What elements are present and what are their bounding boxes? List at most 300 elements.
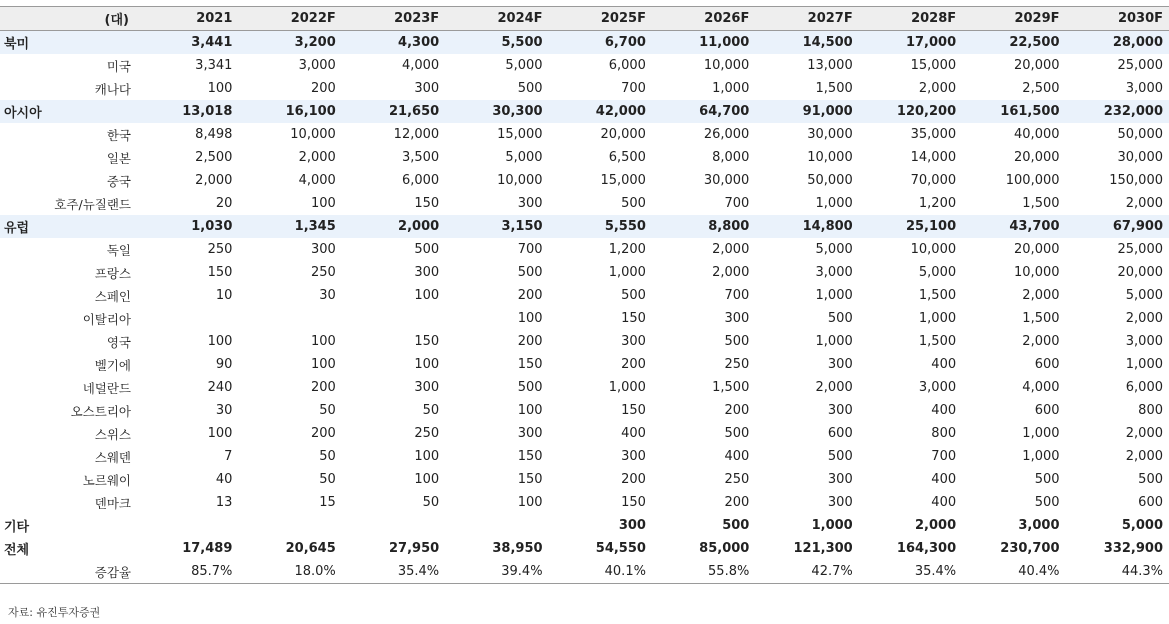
row-label: 아시아	[0, 100, 135, 123]
table-cell: 2,000	[195, 173, 233, 188]
table-cell: 100	[414, 472, 440, 487]
table-cell: 64,700	[652, 100, 755, 123]
table-cell: 2,000	[915, 518, 957, 533]
table-cell: 18.0%	[238, 560, 341, 584]
column-header: 2027F	[755, 7, 858, 31]
table-cell	[342, 307, 445, 330]
table-row	[0, 284, 1169, 307]
table-cell: 300	[414, 380, 440, 395]
table-cell: 500	[1034, 495, 1060, 510]
table-cell: 1,345	[238, 215, 341, 238]
table-cell: 300	[414, 81, 440, 96]
table-cell: 1,000	[1022, 426, 1060, 441]
table-cell	[135, 514, 238, 537]
row-label: 한국	[106, 127, 131, 143]
table-cell: 1,000	[815, 196, 853, 211]
table-cell: 100	[414, 357, 440, 372]
table-cell: 85.7%	[135, 560, 238, 584]
column-header: 2025F	[549, 7, 652, 31]
table-cell: 7	[224, 449, 233, 464]
table-row	[0, 445, 1169, 468]
table-cell: 2,000	[1022, 288, 1060, 303]
table-row	[0, 238, 1169, 261]
table-cell: 3,150	[445, 215, 548, 238]
table-cell: 21,650	[342, 100, 445, 123]
table-cell: 6,000	[401, 173, 440, 188]
table-cell: 100	[310, 196, 336, 211]
table-cell: 39.4%	[445, 560, 548, 584]
table-cell: 100	[517, 495, 543, 510]
table-cell: 1,000	[811, 518, 853, 533]
table-cell: 16,100	[238, 100, 341, 123]
table-cell: 50	[319, 472, 336, 487]
table-cell: 30	[215, 403, 233, 418]
table-cell: 27,950	[389, 541, 440, 556]
table-cell: 3,500	[401, 150, 440, 165]
table-cell: 30,300	[445, 100, 548, 123]
table-cell: 5,000	[505, 58, 543, 73]
row-label: 덴마크	[94, 495, 131, 511]
table-cell: 232,000	[1066, 100, 1169, 123]
table-cell: 150,000	[1109, 173, 1163, 188]
table-cell: 50,000	[1117, 127, 1163, 142]
table-cell: 2,500	[1022, 81, 1060, 96]
table-cell: 20,645	[285, 541, 336, 556]
table-cell: 150	[414, 334, 440, 349]
row-label: 영국	[106, 334, 131, 350]
table-cell: 43,700	[962, 215, 1065, 238]
table-cell: 100,000	[1005, 173, 1060, 188]
column-header: 2026F	[652, 7, 755, 31]
table-cell: 300	[827, 403, 853, 418]
table-cell: 1,500	[918, 288, 957, 303]
table-cell: 1,500	[1022, 311, 1060, 326]
table-cell: 1,000	[608, 380, 646, 395]
table-cell: 250	[724, 357, 750, 372]
table-cell: 3,000	[298, 58, 336, 73]
table-cell: 500	[414, 242, 440, 257]
table-cell: 40.1%	[549, 560, 652, 584]
table-cell: 400	[621, 426, 646, 441]
table-cell: 35.4%	[342, 560, 445, 584]
table-cell: 5,500	[445, 31, 548, 55]
table-cell: 2,000	[298, 150, 336, 165]
table-cell: 10,000	[807, 150, 853, 165]
unit-label: (대)	[0, 7, 135, 31]
table-cell: 1,000	[918, 311, 957, 326]
table-cell: 2,000	[1125, 426, 1163, 441]
table-cell: 100	[310, 334, 336, 349]
table-cell: 300	[310, 242, 336, 257]
table-cell: 2,000	[1125, 311, 1163, 326]
table-cell: 4,000	[298, 173, 336, 188]
table-cell: 2,500	[195, 150, 233, 165]
table-cell: 250	[724, 472, 750, 487]
table-cell: 200	[310, 426, 336, 441]
table-cell: 200	[517, 334, 543, 349]
table-cell: 500	[827, 449, 853, 464]
table-cell: 28,000	[1066, 31, 1169, 55]
table-cell: 230,700	[1000, 541, 1060, 556]
row-label: 스페인	[94, 288, 131, 304]
table-cell: 300	[517, 196, 543, 211]
table-cell: 1,000	[712, 81, 750, 96]
table-cell: 6,000	[608, 58, 646, 73]
table-cell: 85,000	[699, 541, 750, 556]
table-cell: 700	[724, 196, 750, 211]
table-cell: 17,000	[859, 31, 962, 55]
table-cell: 1,000	[1125, 357, 1163, 372]
table-cell: 6,700	[549, 31, 652, 55]
table-cell: 44.3%	[1066, 560, 1169, 584]
table-cell: 1,030	[135, 215, 238, 238]
table-cell: 600	[1034, 357, 1060, 372]
table-cell: 200	[517, 288, 543, 303]
table-cell: 150	[517, 449, 543, 464]
table-cell: 100	[414, 449, 440, 464]
row-label: 중국	[106, 173, 131, 189]
table-cell: 500	[621, 196, 646, 211]
table-row	[0, 123, 1169, 146]
table-cell: 14,000	[910, 150, 957, 165]
table-cell: 15,000	[600, 173, 646, 188]
table-cell: 10,000	[1014, 265, 1060, 280]
table-cell: 5,000	[1121, 518, 1163, 533]
table-cell: 35.4%	[859, 560, 962, 584]
table-cell: 150	[517, 472, 543, 487]
table-cell: 2,000	[815, 380, 853, 395]
table-cell: 200	[310, 81, 336, 96]
table-row	[0, 100, 1169, 123]
table-cell: 3,000	[1018, 518, 1060, 533]
table-cell	[238, 514, 341, 537]
table-cell: 2,000	[1022, 334, 1060, 349]
table-cell: 700	[724, 288, 750, 303]
table-cell: 100	[517, 311, 543, 326]
table-cell: 10	[215, 288, 233, 303]
table-row	[0, 491, 1169, 514]
table-cell: 200	[621, 472, 646, 487]
table-row	[0, 376, 1169, 399]
table-cell: 20	[215, 196, 233, 211]
table-cell: 5,000	[505, 150, 543, 165]
table-cell: 100	[517, 403, 543, 418]
table-cell: 300	[618, 518, 646, 533]
table-cell: 13	[215, 495, 233, 510]
table-cell: 25,000	[1117, 242, 1163, 257]
table-cell: 5,000	[1125, 288, 1163, 303]
table-cell: 600	[1034, 403, 1060, 418]
table-cell: 50	[422, 495, 440, 510]
table-row	[0, 560, 1169, 584]
table-cell: 1,500	[712, 380, 750, 395]
table-cell: 500	[517, 81, 543, 96]
table-cell: 30,000	[807, 127, 853, 142]
table-cell: 20,000	[1014, 242, 1060, 257]
table-cell: 3,200	[238, 31, 341, 55]
column-header: 2021	[135, 7, 238, 31]
row-label: 네덜란드	[82, 380, 131, 396]
table-cell: 200	[310, 380, 336, 395]
table-cell: 50	[319, 449, 336, 464]
table-cell	[238, 307, 341, 330]
row-label: 미국	[106, 58, 131, 74]
table-cell: 4,000	[1022, 380, 1060, 395]
table-cell: 161,500	[962, 100, 1065, 123]
table-cell: 200	[724, 495, 750, 510]
table-row	[0, 330, 1169, 353]
table-cell: 20,000	[600, 127, 646, 142]
table-cell: 5,550	[549, 215, 652, 238]
table-cell: 1,000	[608, 265, 646, 280]
table-cell: 600	[827, 426, 853, 441]
table-row	[0, 537, 1169, 560]
table-cell: 100	[310, 357, 336, 372]
table-cell: 500	[1138, 472, 1163, 487]
table-cell: 1,200	[918, 196, 957, 211]
table-row	[0, 422, 1169, 445]
table-cell: 70,000	[910, 173, 957, 188]
table-cell: 42,000	[549, 100, 652, 123]
table-row	[0, 353, 1169, 376]
table-cell: 100	[414, 288, 440, 303]
table-cell: 500	[517, 380, 543, 395]
table-row	[0, 54, 1169, 77]
table-cell: 55.8%	[652, 560, 755, 584]
table-cell: 150	[621, 403, 646, 418]
source-note: 자료: 유진투자증권	[8, 606, 101, 619]
table-cell: 26,000	[703, 127, 750, 142]
table-row	[0, 169, 1169, 192]
table-row	[0, 146, 1169, 169]
table-cell: 300	[621, 449, 646, 464]
table-cell: 3,000	[815, 265, 853, 280]
row-label: 이탈리아	[82, 311, 131, 327]
table-cell: 5,000	[815, 242, 853, 257]
table-row	[0, 399, 1169, 422]
table-cell: 300	[517, 426, 543, 441]
table-cell: 11,000	[652, 31, 755, 55]
table-cell: 1,500	[815, 81, 853, 96]
table-cell: 1,000	[1022, 449, 1060, 464]
table-cell: 90	[215, 357, 233, 372]
table-cell: 3,341	[195, 58, 233, 73]
table-cell: 17,489	[182, 541, 233, 556]
table-cell: 100	[207, 81, 233, 96]
table-cell: 14,800	[755, 215, 858, 238]
table-cell: 30	[319, 288, 336, 303]
table-body	[0, 31, 1169, 584]
table-row	[0, 31, 1169, 55]
table-cell: 6,000	[1125, 380, 1163, 395]
table-cell: 300	[621, 334, 646, 349]
table-cell: 30,000	[703, 173, 750, 188]
table-cell: 1,000	[815, 334, 853, 349]
table-cell: 67,900	[1066, 215, 1169, 238]
table-cell: 10,000	[910, 242, 957, 257]
table-cell: 2,000	[342, 215, 445, 238]
column-header: 2023F	[342, 7, 445, 31]
row-label: 기타	[4, 520, 30, 535]
table-cell: 500	[1034, 472, 1060, 487]
table-cell: 2,000	[918, 81, 957, 96]
table-cell: 700	[621, 81, 646, 96]
table-cell: 15,000	[910, 58, 957, 73]
table-row	[0, 215, 1169, 238]
table-cell: 500	[722, 518, 750, 533]
table-cell: 332,900	[1103, 541, 1163, 556]
table-row	[0, 468, 1169, 491]
table-cell: 800	[1138, 403, 1163, 418]
table-cell: 4,000	[401, 58, 440, 73]
header-row	[0, 7, 1169, 31]
table-cell: 50,000	[807, 173, 853, 188]
row-label: 스웨덴	[94, 449, 131, 465]
table-cell: 14,500	[755, 31, 858, 55]
table-cell: 500	[827, 311, 853, 326]
row-label: 증감율	[0, 560, 135, 584]
table-row	[0, 514, 1169, 537]
table-cell: 10,000	[290, 127, 336, 142]
table-cell: 40,000	[1014, 127, 1060, 142]
table-cell: 400	[931, 403, 957, 418]
table-cell: 30,000	[1117, 150, 1163, 165]
table-cell: 1,500	[1022, 196, 1060, 211]
table-cell: 8,000	[712, 150, 750, 165]
table-cell: 400	[931, 495, 957, 510]
table-cell: 13,000	[807, 58, 853, 73]
table-cell: 3,000	[1125, 81, 1163, 96]
table-cell: 3,000	[918, 380, 957, 395]
table-cell: 10,000	[497, 173, 543, 188]
table-cell: 15	[319, 495, 336, 510]
row-label: 캐나다	[94, 81, 131, 97]
table-cell: 800	[931, 426, 957, 441]
row-label: 호주/뉴질랜드	[54, 196, 131, 212]
table-cell: 300	[827, 472, 853, 487]
table-cell: 400	[931, 357, 957, 372]
table-cell: 12,000	[393, 127, 440, 142]
table-cell: 250	[310, 265, 336, 280]
row-label: 전체	[4, 543, 30, 558]
table-cell: 250	[414, 426, 440, 441]
row-label: 노르웨이	[82, 472, 131, 488]
table-cell: 13,018	[135, 100, 238, 123]
table-cell: 121,300	[793, 541, 853, 556]
table-row	[0, 192, 1169, 215]
table-cell: 40.4%	[962, 560, 1065, 584]
table-cell: 1,000	[815, 288, 853, 303]
column-header: 2028F	[859, 7, 962, 31]
row-label: 유럽	[0, 215, 135, 238]
table-cell: 100	[207, 334, 233, 349]
table-cell	[445, 514, 548, 537]
table-cell: 200	[724, 403, 750, 418]
table-cell	[135, 307, 238, 330]
table-cell: 15,000	[497, 127, 543, 142]
table-cell: 400	[724, 449, 750, 464]
table-cell: 91,000	[755, 100, 858, 123]
table-cell: 5,000	[918, 265, 957, 280]
table-cell: 500	[724, 426, 750, 441]
table-cell: 150	[414, 196, 440, 211]
table-cell: 54,550	[595, 541, 646, 556]
table-cell	[342, 514, 445, 537]
column-header: 2030F	[1066, 7, 1169, 31]
table-cell: 150	[621, 311, 646, 326]
table-cell: 42.7%	[755, 560, 858, 584]
table-cell: 4,300	[342, 31, 445, 55]
row-label: 프랑스	[94, 265, 131, 281]
row-label: 북미	[0, 31, 135, 55]
table-cell: 20,000	[1014, 150, 1060, 165]
row-label: 스위스	[94, 426, 131, 442]
table-cell: 2,000	[712, 242, 750, 257]
table-cell: 50	[422, 403, 440, 418]
table-cell: 300	[827, 495, 853, 510]
table-cell: 22,500	[962, 31, 1065, 55]
row-label: 독일	[106, 242, 131, 258]
table-cell: 120,200	[859, 100, 962, 123]
table-cell: 500	[724, 334, 750, 349]
table-cell: 700	[931, 449, 957, 464]
table-cell: 300	[414, 265, 440, 280]
table-cell: 600	[1138, 495, 1163, 510]
table-cell: 150	[207, 265, 233, 280]
table-cell: 300	[827, 357, 853, 372]
table-row	[0, 77, 1169, 100]
table-cell: 500	[621, 288, 646, 303]
table-cell: 20,000	[1014, 58, 1060, 73]
table-cell: 50	[319, 403, 336, 418]
table-cell: 8,800	[652, 215, 755, 238]
table-cell: 700	[517, 242, 543, 257]
table-cell: 2,000	[712, 265, 750, 280]
table-cell: 2,000	[1125, 449, 1163, 464]
table-cell: 20,000	[1117, 265, 1163, 280]
table-cell: 400	[931, 472, 957, 487]
table-cell: 38,950	[492, 541, 543, 556]
table-cell: 35,000	[910, 127, 957, 142]
table-cell: 6,500	[608, 150, 646, 165]
column-header: 2022F	[238, 7, 341, 31]
data-table	[0, 6, 1169, 584]
table-cell: 1,500	[918, 334, 957, 349]
table-row	[0, 261, 1169, 284]
row-label: 벨기에	[94, 357, 131, 373]
table-cell: 25,100	[859, 215, 962, 238]
table-cell: 150	[517, 357, 543, 372]
table-cell: 1,200	[608, 242, 646, 257]
table-cell: 8,498	[195, 127, 233, 142]
table-cell: 10,000	[703, 58, 750, 73]
table-cell: 240	[207, 380, 233, 395]
row-label: 오스트리아	[70, 403, 131, 419]
table-cell: 25,000	[1117, 58, 1163, 73]
table-row	[0, 307, 1169, 330]
table-cell: 150	[621, 495, 646, 510]
table-cell: 250	[207, 242, 233, 257]
table-cell: 500	[517, 265, 543, 280]
table-cell: 164,300	[896, 541, 957, 556]
column-header: 2024F	[445, 7, 548, 31]
table-cell: 200	[621, 357, 646, 372]
row-label: 일본	[106, 150, 131, 166]
table-cell: 2,000	[1125, 196, 1163, 211]
table-cell: 300	[724, 311, 750, 326]
table-cell: 100	[207, 426, 233, 441]
table-cell: 3,000	[1125, 334, 1163, 349]
